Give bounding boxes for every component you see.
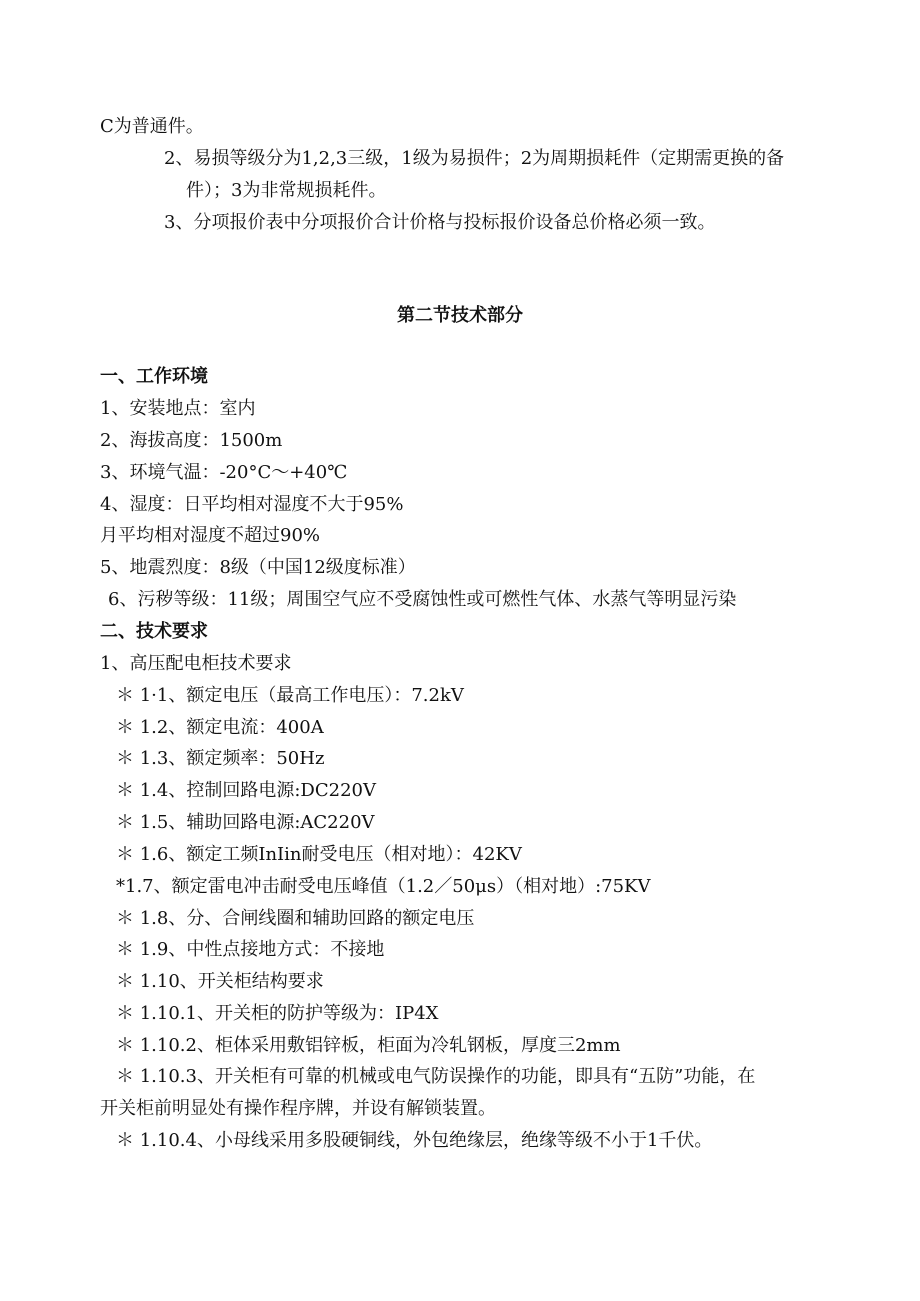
intro-line-2: 2、易损等级分为1,2,3三级，1级为易损件；2为周期损耗件（定期需更换的备: [164, 148, 785, 169]
intro-line-1: C为普通件。: [100, 116, 204, 137]
env-item: 3、环境气温：-20°C〜+40℃: [100, 462, 348, 483]
tech-item: *1.7、额定雷电冲击耐受电压峰值（1.2／50μs）（相对地）:75KV: [116, 876, 651, 897]
tech-item: ＊ 1.9、中性点接地方式：不接地: [116, 939, 385, 960]
tech-item: ＊ 1.10.1、开关柜的防护等级为：IP4X: [116, 1003, 439, 1024]
tech-item: ＊ 1.10、开关柜结构要求: [116, 971, 324, 992]
tech-item: ＊ 1.10.4、小母线采用多股硬铜线，外包绝缘层，绝缘等级不小于1千伏。: [116, 1130, 713, 1151]
tech-item: ＊ 1.8、分、合闸线圈和辅助回路的额定电压: [116, 908, 475, 929]
env-item: 6、污秽等级：11级；周围空气应不受腐蚀性或可燃性气体、水蒸气等明显污染: [108, 589, 737, 610]
env-item: 月平均相对湿度不超过90%: [100, 525, 321, 546]
tech-item: ＊ 1.5、辅助回路电源:AC220V: [116, 812, 375, 833]
tech-item-continued: 开关柜前明显处有操作程序牌，并设有解锁装置。: [100, 1098, 496, 1119]
env-item: 2、海拔高度：1500m: [100, 430, 283, 451]
intro-line-3: 件）；3为非常规损耗件。: [186, 180, 387, 201]
tech-sub-heading: 1、高压配电柜技术要求: [100, 653, 292, 674]
tech-item: ＊ 1.4、控制回路电源:DC220V: [116, 780, 376, 801]
tech-item: ＊ 1.2、额定电流：400A: [116, 717, 324, 738]
section-title: 第二节技术部分: [397, 305, 523, 326]
tech-heading: 二、技术要求: [100, 621, 208, 642]
tech-item: ＊ 1.6、额定工频InIin耐受电压（相对地）：42KV: [116, 844, 522, 865]
tech-item: ＊ 1.10.3、开关柜有可靠的机械或电气防误操作的功能，即具有“五防”功能，在: [116, 1066, 756, 1087]
env-item: 1、安装地点：室内: [100, 398, 256, 419]
tech-item: ＊ 1.3、额定频率：50Hz: [116, 748, 325, 769]
tech-item: ＊ 1·1、额定电压（最高工作电压）：7.2kV: [116, 685, 464, 706]
env-item: 4、湿度：日平均相对湿度不大于95%: [100, 494, 404, 515]
intro-line-4: 3、分项报价表中分项报价合计价格与投标报价设备总价格必须一致。: [164, 212, 716, 233]
environment-heading: 一、工作环境: [100, 366, 208, 387]
tech-item: ＊ 1.10.2、柜体采用敷铝锌板，柜面为冷轧钢板，厚度三2mm: [116, 1035, 621, 1056]
env-item: 5、地震烈度：8级（中国12级度标准）: [100, 557, 416, 578]
